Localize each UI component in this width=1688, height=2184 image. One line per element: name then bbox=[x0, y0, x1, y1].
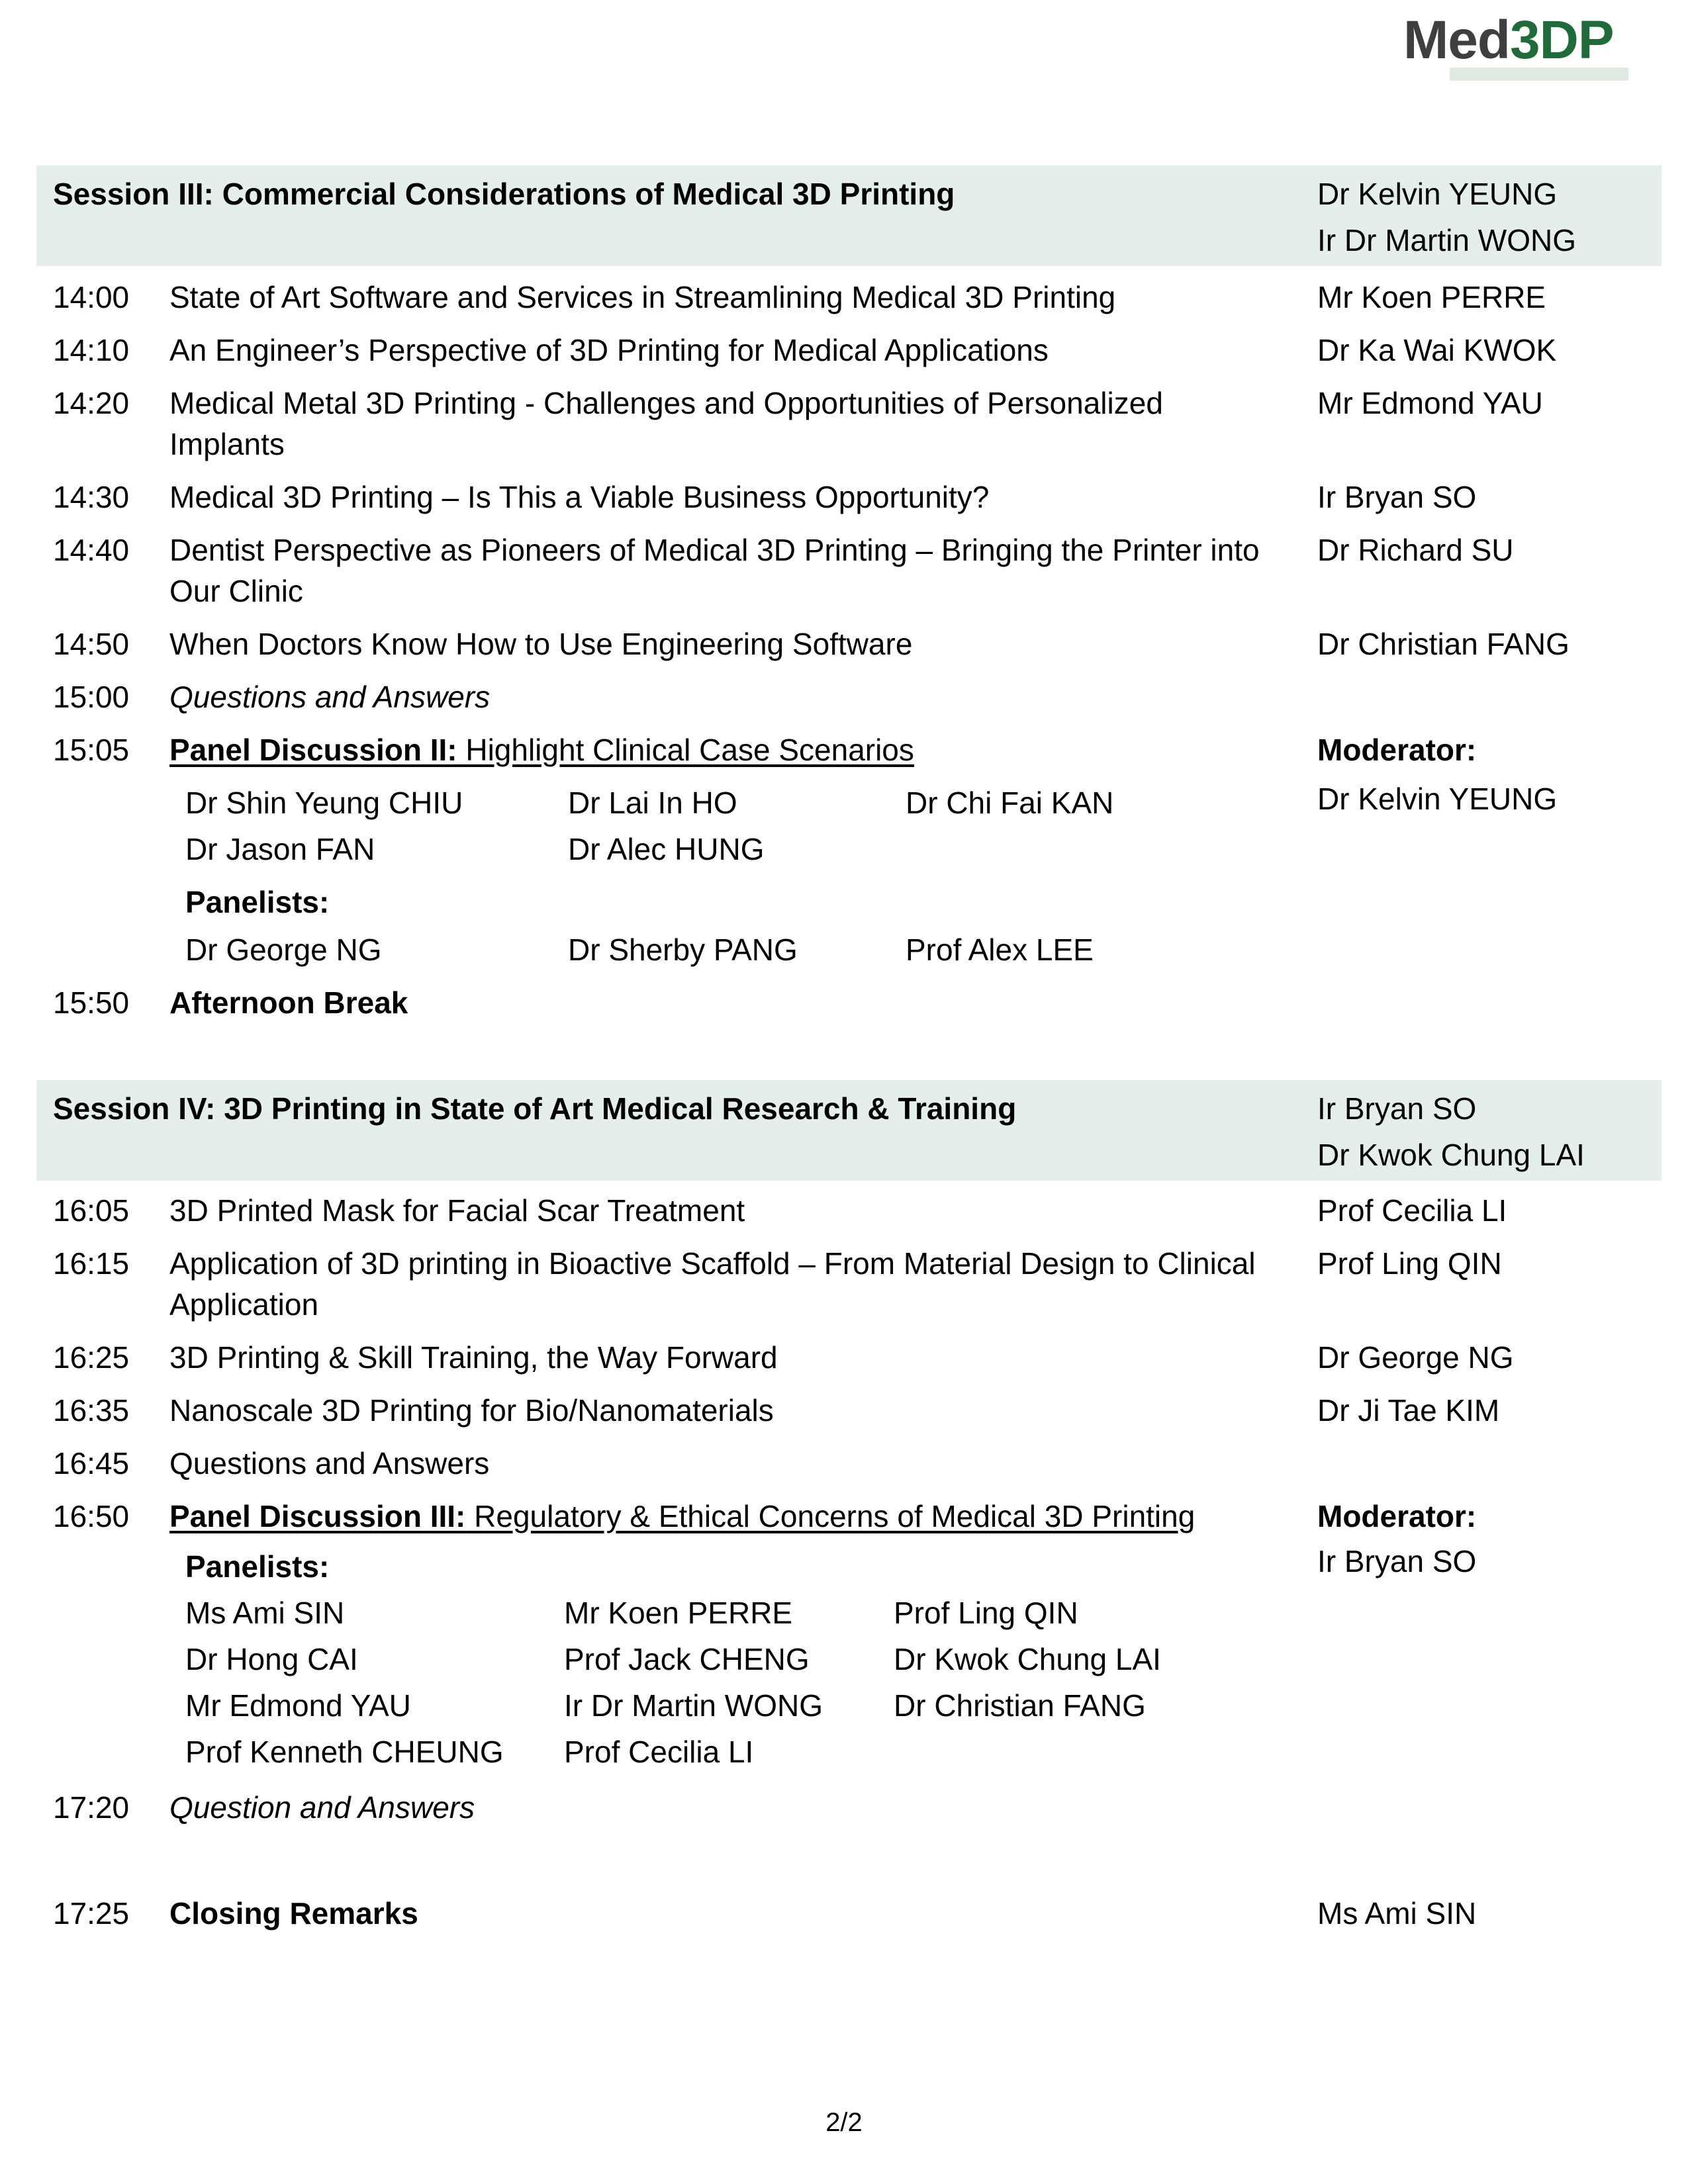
panel-name: Dr Christian FANG bbox=[894, 1688, 1146, 1723]
session-4-chair-1: Ir Bryan SO bbox=[1317, 1091, 1477, 1126]
row-speaker: Mr Edmond YAU bbox=[1317, 386, 1543, 420]
row-speaker: Dr Christian FANG bbox=[1317, 627, 1570, 661]
session-3-chair-2: Ir Dr Martin WONG bbox=[1317, 223, 1576, 257]
row-speaker: Dr Ji Tae KIM bbox=[1317, 1393, 1500, 1428]
moderator-name: Dr Kelvin YEUNG bbox=[1317, 782, 1558, 816]
row-topic: 3D Printed Mask for Facial Scar Treatment bbox=[169, 1193, 745, 1228]
session-4-chair-2: Dr Kwok Chung LAI bbox=[1317, 1138, 1585, 1172]
row-speaker: Dr George NG bbox=[1317, 1340, 1514, 1375]
row-time: 16:35 bbox=[53, 1393, 130, 1428]
panel-name: Prof Jack CHENG bbox=[564, 1642, 810, 1676]
panel-name: Mr Edmond YAU bbox=[185, 1688, 411, 1723]
panel-3-title-rest: Regulatory & Ethical Concerns of Medical 3D Printing bbox=[465, 1499, 1196, 1533]
row-time: 17:25 bbox=[53, 1896, 130, 1931]
panel-name: Prof Kenneth CHEUNG bbox=[185, 1735, 504, 1769]
row-topic: 3D Printing & Skill Training, the Way Forward bbox=[169, 1340, 778, 1375]
row-topic: Questions and Answers bbox=[169, 680, 491, 714]
row-time: 14:10 bbox=[53, 333, 130, 367]
row-topic: State of Art Software and Services in Streamlining Medical 3D Printing bbox=[169, 280, 1116, 314]
row-time: 14:00 bbox=[53, 280, 130, 314]
row-speaker: Dr Richard SU bbox=[1317, 533, 1514, 567]
session-3-title: Session III: Commercial Considerations of Medical 3D Printing bbox=[53, 177, 955, 211]
panel-2-title bbox=[169, 729, 1268, 770]
row-speaker: Prof Cecilia LI bbox=[1317, 1193, 1507, 1228]
row-time: 16:15 bbox=[53, 1246, 130, 1281]
panelists-label: Panelists: bbox=[185, 1549, 330, 1584]
med3dp-logo bbox=[1403, 9, 1628, 82]
session-4-title: Session IV: 3D Printing in State of Art Medical Research & Training bbox=[53, 1091, 1017, 1126]
row-topic: When Doctors Know How to Use Engineering Software bbox=[169, 627, 913, 661]
panel-2-title-rest: Highlight Clinical Case Scenarios bbox=[457, 733, 914, 767]
row-topic: Medical 3D Printing – Is This a Viable Business Opportunity? bbox=[169, 480, 990, 514]
moderator-label: Moderator: bbox=[1317, 733, 1477, 767]
panel-name: Dr Sherby PANG bbox=[568, 933, 798, 967]
panel-name: Dr Hong CAI bbox=[185, 1642, 358, 1676]
panel-name: Prof Alex LEE bbox=[906, 933, 1094, 967]
panel-name: Dr George NG bbox=[185, 933, 382, 967]
panel-name: Dr Jason FAN bbox=[185, 832, 375, 866]
row-speaker: Dr Ka Wai KWOK bbox=[1317, 333, 1557, 367]
row-speaker: Ms Ami SIN bbox=[1317, 1896, 1477, 1931]
row-time: 14:30 bbox=[53, 480, 130, 514]
logo-text: Med3DP bbox=[1403, 10, 1614, 70]
row-topic: Dentist Perspective as Pioneers of Medical 3D Printing – Bringing the Printer into Our Clinic bbox=[169, 533, 1260, 608]
row-time: 16:25 bbox=[53, 1340, 130, 1375]
moderator-name: Ir Bryan SO bbox=[1317, 1544, 1477, 1578]
row-time: 15:00 bbox=[53, 680, 130, 714]
row-time: 16:05 bbox=[53, 1193, 130, 1228]
row-topic: Nanoscale 3D Printing for Bio/Nanomaterials bbox=[169, 1393, 774, 1428]
row-time: 15:50 bbox=[53, 985, 130, 1020]
panel-name: Mr Koen PERRE bbox=[564, 1596, 793, 1630]
moderator-label: Moderator: bbox=[1317, 1499, 1477, 1533]
row-time: 16:50 bbox=[53, 1499, 130, 1533]
row-time: 14:20 bbox=[53, 386, 130, 420]
panel-name: Ir Dr Martin WONG bbox=[564, 1688, 823, 1723]
panel-3-title bbox=[169, 1496, 1268, 1537]
panel-name: Dr Alec HUNG bbox=[568, 832, 765, 866]
panel-name: Prof Ling QIN bbox=[894, 1596, 1078, 1630]
panel-name: Prof Cecilia LI bbox=[564, 1735, 754, 1769]
panelists-label: Panelists: bbox=[185, 885, 330, 919]
row-time: 14:50 bbox=[53, 627, 130, 661]
panel-name: Dr Shin Yeung CHIU bbox=[185, 786, 463, 820]
panel-name: Dr Chi Fai KAN bbox=[906, 786, 1114, 820]
row-time: 14:40 bbox=[53, 533, 130, 567]
row-topic: Medical Metal 3D Printing - Challenges and Opportunities of Personalized Implants bbox=[169, 386, 1163, 461]
row-speaker: Mr Koen PERRE bbox=[1317, 280, 1546, 314]
row-time: 17:20 bbox=[53, 1790, 130, 1825]
panel-name: Dr Kwok Chung LAI bbox=[894, 1642, 1161, 1676]
panel-2-title-bold: Panel Discussion II: bbox=[169, 733, 457, 767]
row-topic: Question and Answers bbox=[169, 1790, 475, 1825]
row-topic: An Engineer’s Perspective of 3D Printing for Medical Applications bbox=[169, 333, 1049, 367]
panel-3-title-bold: Panel Discussion III: bbox=[169, 1499, 466, 1533]
row-time: 16:45 bbox=[53, 1446, 130, 1480]
row-speaker: Ir Bryan SO bbox=[1317, 480, 1477, 514]
row-topic: Application of 3D printing in Bioactive Scaffold – From Material Design to Clinical Application bbox=[169, 1246, 1256, 1322]
panel-name: Dr Lai In HO bbox=[568, 786, 737, 820]
row-topic: Questions and Answers bbox=[169, 1446, 490, 1480]
row-topic: Afternoon Break bbox=[169, 985, 408, 1020]
row-topic: Closing Remarks bbox=[169, 1896, 418, 1931]
page-number: 2/2 bbox=[825, 2108, 863, 2137]
session-3-chair-1: Dr Kelvin YEUNG bbox=[1317, 177, 1558, 211]
panel-name: Ms Ami SIN bbox=[185, 1596, 345, 1630]
row-speaker: Prof Ling QIN bbox=[1317, 1246, 1502, 1281]
row-time: 15:05 bbox=[53, 733, 130, 767]
